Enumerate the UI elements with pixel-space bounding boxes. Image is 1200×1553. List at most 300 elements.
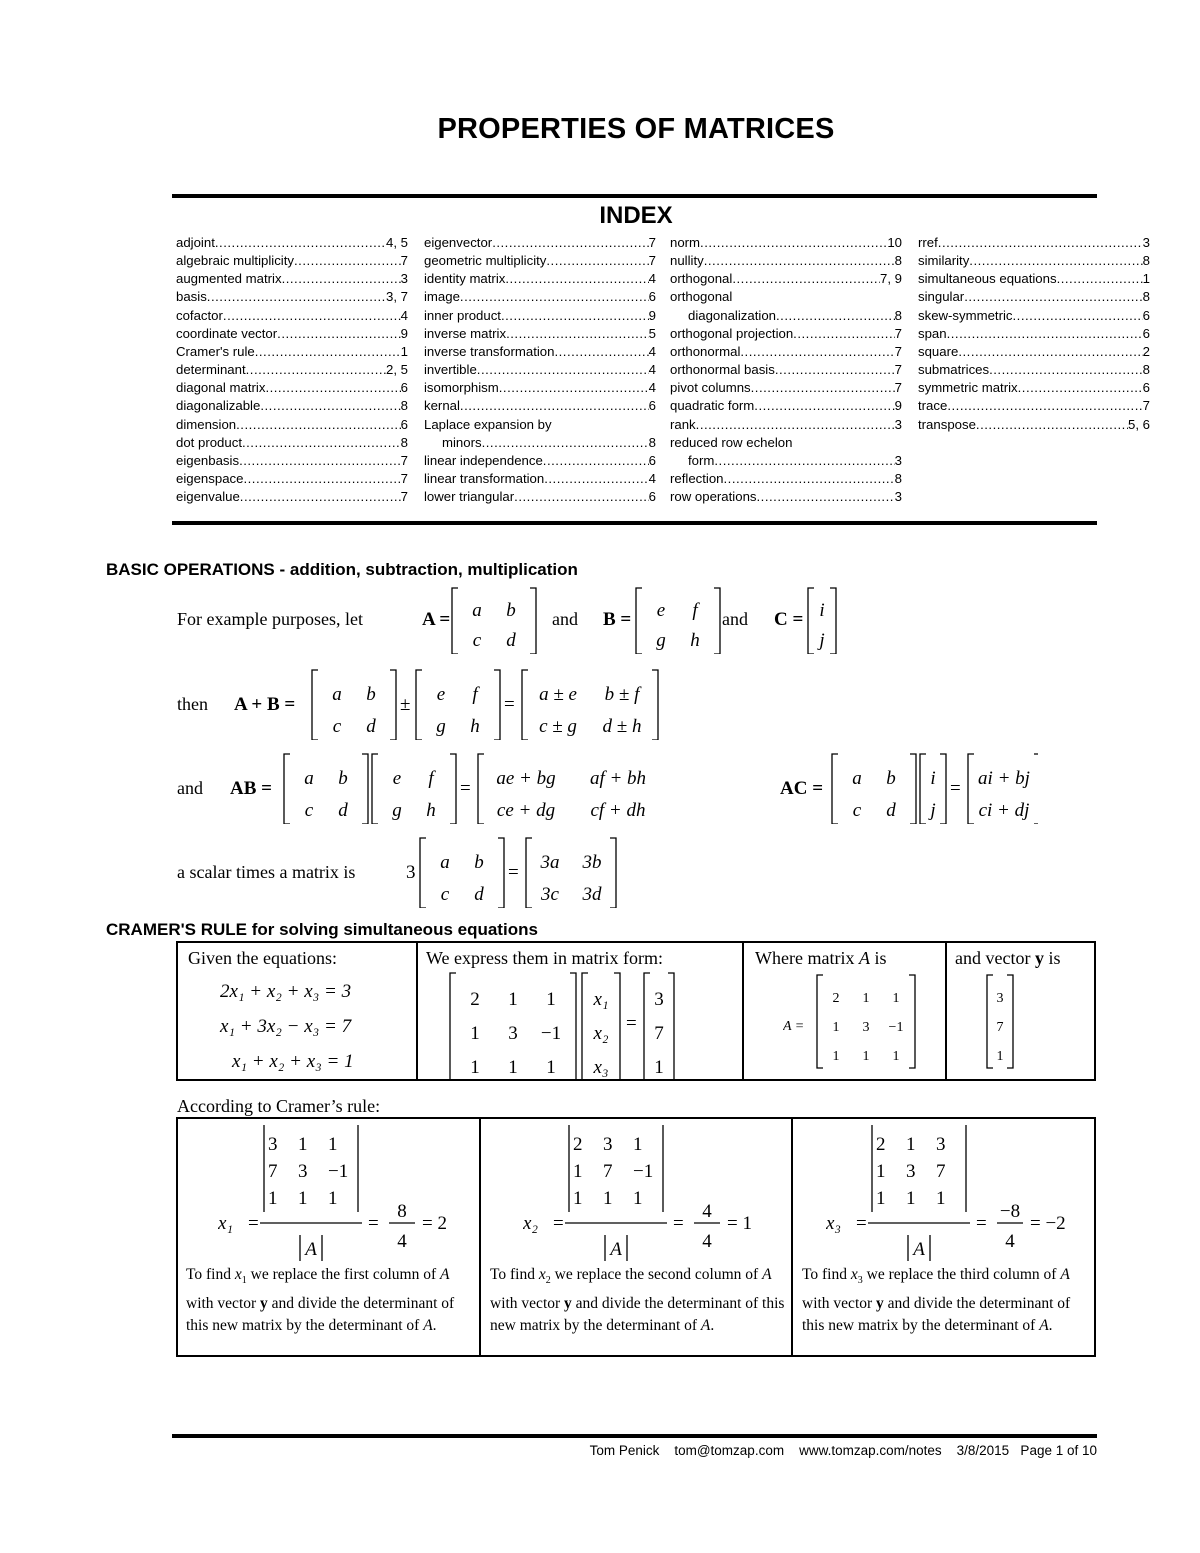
- matrix-entry: 1: [573, 1161, 583, 1182]
- numerator: 4: [702, 1201, 712, 1222]
- math-text: C =: [774, 609, 804, 630]
- math-text: =: [856, 1213, 867, 1234]
- matrix-entry: 3: [862, 1020, 870, 1035]
- index-term: determinant: [176, 362, 246, 378]
- matrix-entry: d: [338, 800, 348, 821]
- matrix-entry: 1: [298, 1134, 308, 1155]
- index-entry: [424, 288, 656, 306]
- given-label: Given the equations:: [188, 948, 337, 968]
- matrix-entry: 1: [268, 1188, 278, 1209]
- cramer-setup-table: [176, 941, 1096, 1081]
- matrix-entry: 7: [654, 1023, 664, 1044]
- matrix-entry: d: [474, 884, 484, 905]
- index-term: reflection: [670, 471, 724, 487]
- index-term: reduced row echelon: [670, 434, 793, 450]
- matrix-entry: af + bh: [589, 768, 647, 789]
- index-page: 9: [648, 307, 656, 323]
- then-text: then: [177, 694, 208, 714]
- matrix-entry: 1: [298, 1188, 308, 1209]
- matrix-entry: c: [440, 884, 450, 905]
- index-column-2: [424, 234, 656, 506]
- index-entry: [424, 488, 656, 506]
- page-title: PROPERTIES OF MATRICES: [437, 113, 835, 145]
- matrix-entry: a: [852, 768, 862, 789]
- matrix-entry: 1: [508, 989, 518, 1010]
- index-page: 8: [400, 434, 408, 450]
- matrix-entry: x₂: [593, 1023, 609, 1044]
- caption-x2: To find $x_2$ we replace the second column of A with vector y and divide the determinant of this new matrix by the determinant of A.: [490, 1266, 785, 1335]
- index-term: isomorphism: [424, 380, 499, 396]
- index-column-3: [670, 234, 902, 506]
- math-text: A =: [783, 1019, 805, 1034]
- according-text: According to Cramer’s rule:: [177, 1096, 381, 1116]
- matrix-entry: d: [366, 716, 376, 737]
- index-entry: [670, 270, 902, 288]
- matrix-entry: b: [506, 600, 516, 621]
- index-page: 7: [400, 253, 408, 269]
- det-a: A: [913, 1239, 925, 1260]
- index-entry: [670, 234, 902, 252]
- math-text: 3: [406, 862, 416, 883]
- index-entry: [176, 270, 408, 288]
- index-term: submatrices: [918, 362, 990, 378]
- index-entry: [176, 416, 408, 434]
- matrix-entry: 3: [906, 1161, 916, 1182]
- index-entry: [424, 361, 656, 379]
- index-term: algebraic multiplicity: [176, 253, 294, 269]
- basic-operations-heading: BASIC OPERATIONS - addition, subtraction, multiplication: [106, 560, 578, 579]
- index-term: span: [918, 325, 947, 341]
- index-page: 9: [894, 398, 902, 414]
- vector-label: and vector y is: [955, 948, 1061, 968]
- index-term: similarity: [918, 253, 970, 269]
- index-term: invertible: [424, 362, 477, 378]
- matrix-entry: a: [440, 852, 450, 873]
- math-text: =: [248, 1213, 259, 1234]
- index-term: pivot columns: [670, 380, 751, 396]
- index-page: 6: [400, 380, 408, 396]
- and-text: and: [177, 778, 203, 798]
- index-entry: [670, 361, 902, 379]
- matrix-bracket: [312, 670, 396, 740]
- matrix-entry: x₃: [593, 1057, 609, 1078]
- matrix-entry: a ± e: [539, 684, 577, 705]
- matrix-entry: g: [392, 800, 402, 821]
- index-term: transpose: [918, 416, 976, 432]
- index-entry: [424, 270, 656, 288]
- matrix-entry: 3: [603, 1134, 613, 1155]
- solution-x3: [826, 1123, 1086, 1269]
- denominator: 4: [702, 1231, 712, 1252]
- matrix-entry: e: [656, 600, 666, 621]
- matrix-entry: h: [690, 630, 700, 651]
- index-entry: [670, 416, 902, 434]
- index-entry: [424, 379, 656, 397]
- matrix-entry: 2: [470, 989, 480, 1010]
- footer-rule: [172, 1434, 1097, 1438]
- equation: 2x₁ + x₂ + x₃ = 3: [220, 981, 352, 1002]
- index-page: 4, 5: [386, 235, 408, 250]
- index-term: inner product: [424, 307, 501, 323]
- solution-result: = 2: [422, 1213, 447, 1234]
- equation: x₁ + x₂ + x₃ = 1: [232, 1051, 354, 1072]
- index-page: 7: [894, 362, 902, 378]
- caption-x1: To find $x_1$ we replace the first column of A with vector y and divide the determinant of this new matrix by the determinant of A.: [186, 1266, 455, 1335]
- matrix-entry: c: [852, 800, 862, 821]
- matrix-entry: 1: [996, 1049, 1004, 1064]
- matrix-entry: 1: [633, 1134, 643, 1155]
- matrix-entry: 1: [546, 1057, 556, 1078]
- index-entry: [670, 452, 902, 470]
- index-page: 8: [1142, 362, 1150, 378]
- index-page: 5, 6: [1128, 416, 1150, 432]
- matrix-bracket: [284, 754, 368, 824]
- matrix-entry: 1: [328, 1134, 338, 1155]
- matrix-entry: 7: [936, 1161, 946, 1182]
- index-page: 7: [894, 343, 902, 359]
- denominator: 4: [397, 1231, 407, 1252]
- matrix-entry: −1: [633, 1161, 654, 1182]
- matrix-entry: 3a: [540, 852, 560, 873]
- solution-x1: [218, 1123, 478, 1269]
- matrix-a-display: [783, 967, 943, 1079]
- index-term: eigenvalue: [176, 489, 240, 505]
- index-entry: [424, 252, 656, 270]
- math-text: A + B =: [234, 694, 296, 715]
- index-term: rank: [670, 416, 696, 432]
- index-page: 4: [400, 307, 408, 323]
- matrix-entry: 1: [470, 1057, 480, 1078]
- matrix-entry: 3b: [582, 852, 602, 873]
- equations-system: [198, 971, 413, 1079]
- index-column-4: [918, 234, 1150, 434]
- matrix-entry: b: [366, 684, 376, 705]
- index-page: 8: [894, 253, 902, 269]
- index-entry: [670, 252, 902, 270]
- math-text: =: [553, 1213, 564, 1234]
- index-page: 1: [400, 343, 408, 359]
- index-term: symmetric matrix: [918, 380, 1018, 396]
- index-entry: [918, 288, 1150, 306]
- scalar-equation: [398, 834, 618, 908]
- matrix-entry: 3d: [582, 884, 602, 905]
- top-rule: [172, 194, 1097, 198]
- matrix-entry: 3: [996, 991, 1004, 1006]
- index-entry: [176, 452, 408, 470]
- index-term: inverse matrix: [424, 325, 507, 341]
- index-entry: [424, 470, 656, 488]
- index-entry: [176, 379, 408, 397]
- index-entry: [670, 325, 902, 343]
- index-bottom-rule: [172, 521, 1097, 525]
- index-entry: [670, 288, 902, 306]
- matrix-entry: h: [470, 716, 480, 737]
- matrix-entry: 1: [892, 991, 900, 1006]
- math-text: =: [460, 778, 471, 799]
- matrix-entry: a: [332, 684, 342, 705]
- index-page: 7: [894, 325, 902, 341]
- index-term: diagonalizable: [176, 398, 261, 414]
- index-page: 7: [400, 452, 408, 468]
- index-entry: [918, 416, 1150, 434]
- index-page: 6: [1142, 307, 1150, 323]
- index-entry: [424, 343, 656, 361]
- index-page: 7: [894, 380, 902, 396]
- math-text: A =: [422, 609, 451, 630]
- index-page: 7: [400, 471, 408, 487]
- index-page: 8: [1142, 253, 1150, 269]
- index-entry: [670, 434, 902, 452]
- matrix-entry: 1: [832, 1020, 840, 1035]
- index-term: linear independence: [424, 452, 543, 468]
- matrix-entry: f: [692, 600, 698, 621]
- solution-variable: x₂: [523, 1213, 539, 1234]
- index-page: 6: [1142, 380, 1150, 396]
- matrix-bracket: [526, 838, 616, 908]
- matrix-entry: i: [930, 768, 936, 789]
- index-term: nullity: [670, 253, 704, 269]
- index-page: 4: [648, 471, 656, 487]
- definitions-row: [410, 582, 860, 654]
- index-entry: [424, 234, 656, 252]
- index-entry: [670, 307, 902, 325]
- matrix-entry: j: [930, 800, 936, 821]
- matrix-entry: 2: [832, 991, 840, 1006]
- matrix-form-equation: [448, 971, 738, 1079]
- index-page: 3: [894, 489, 902, 505]
- index-entry: [918, 252, 1150, 270]
- index-term: lower triangular: [424, 489, 515, 505]
- index-term: singular: [918, 289, 965, 305]
- matrix-entry: 3: [654, 989, 664, 1010]
- index-page: 9: [400, 325, 408, 341]
- matrix-entry: d: [886, 800, 896, 821]
- index-entry: [424, 452, 656, 470]
- index-term: orthogonal: [670, 289, 733, 305]
- math-text: B =: [603, 609, 632, 630]
- matrix-bracket: [636, 588, 720, 654]
- index-page: 7, 9: [880, 271, 902, 287]
- index-term: eigenbasis: [176, 452, 240, 468]
- for-example-text: For example purposes, let: [177, 609, 363, 629]
- matrix-entry: b: [474, 852, 484, 873]
- matrix-entry: 1: [546, 989, 556, 1010]
- index-page: 3: [1142, 235, 1150, 250]
- index-page: 3: [400, 271, 408, 287]
- index-term: square: [918, 343, 959, 359]
- index-page: 8: [1142, 289, 1150, 305]
- index-page: 6: [1142, 325, 1150, 341]
- matrix-entry: 3: [936, 1134, 946, 1155]
- scalar-text: a scalar times a matrix is: [177, 862, 356, 882]
- index-entry: [670, 379, 902, 397]
- index-page: 6: [648, 289, 656, 305]
- index-term: minors: [442, 434, 482, 450]
- index-entry: [176, 252, 408, 270]
- footer: Tom Penick tom@tomzap.com www.tomzap.com/notes 3/8/2015 Page 1 of 10: [589, 1443, 1097, 1458]
- index-term: linear transformation: [424, 471, 545, 487]
- math-text: ±: [400, 694, 411, 715]
- matrix-entry: b: [338, 768, 348, 789]
- index-page: 6: [648, 452, 656, 468]
- math-text: AC =: [780, 778, 824, 799]
- matrix-entry: ce + dg: [496, 800, 556, 821]
- matrix-entry: 1: [832, 1049, 840, 1064]
- math-text: =: [368, 1213, 379, 1234]
- index-term: rref: [918, 235, 938, 250]
- index-term: orthonormal: [670, 343, 741, 359]
- index-page: 8: [894, 307, 902, 323]
- math-text: =: [626, 1013, 637, 1034]
- matrix-entry: a: [472, 600, 482, 621]
- index-entry: [918, 379, 1150, 397]
- matrix-entry: 1: [603, 1188, 613, 1209]
- matrix-entry: 1: [906, 1134, 916, 1155]
- index-entry: [424, 307, 656, 325]
- matrix-entry: c: [472, 630, 482, 651]
- product-ac-equation: [778, 750, 1038, 824]
- index-page: 4: [648, 362, 656, 378]
- matrix-entry: d ± h: [602, 716, 642, 737]
- matrix-entry: b ± f: [604, 684, 640, 705]
- matrix-entry: f: [472, 684, 478, 705]
- matrix-entry: 2: [573, 1134, 583, 1155]
- caption-x3: To find $x_3$ we replace the third column of A with vector y and divide the determinant of this new matrix by the determinant of A.: [802, 1266, 1071, 1335]
- matrix-entry: −1: [328, 1161, 349, 1182]
- matrix-entry: 1: [508, 1057, 518, 1078]
- index-entry: [670, 470, 902, 488]
- matrix-entry: ae + bg: [496, 768, 556, 789]
- solution-variable: x₃: [826, 1213, 842, 1234]
- matrix-entry: c: [332, 716, 342, 737]
- matrix-entry: 3: [298, 1161, 308, 1182]
- math-text: =: [976, 1213, 987, 1234]
- index-entry: [424, 325, 656, 343]
- numerator: 8: [397, 1201, 407, 1222]
- index-term: orthogonal projection: [670, 325, 794, 341]
- matrix-entry: 1: [470, 1023, 480, 1044]
- matrix-entry: 1: [862, 991, 870, 1006]
- solution-variable: x₁: [218, 1213, 234, 1234]
- index-term: dot product: [176, 434, 242, 450]
- math-text: =: [508, 862, 519, 883]
- equation: x₁ + 3x₂ − x₃ = 7: [220, 1016, 352, 1037]
- index-term: basis: [176, 289, 207, 305]
- matrix-entry: 3c: [541, 884, 559, 905]
- index-entry: [670, 343, 902, 361]
- index-page: 3: [894, 416, 902, 432]
- index-page: 7: [648, 253, 656, 269]
- index-entry: [918, 361, 1150, 379]
- index-term: dimension: [176, 416, 237, 432]
- index-entry: [176, 397, 408, 415]
- index-entry: [918, 270, 1150, 288]
- det-a: A: [610, 1239, 622, 1260]
- matrix-entry: −1: [540, 1023, 562, 1044]
- index-entry: [918, 234, 1150, 252]
- index-page: 6: [400, 416, 408, 432]
- index-term: inverse transformation: [424, 343, 555, 359]
- matrix-entry: c ± g: [539, 716, 577, 737]
- matrix-entry: b: [886, 768, 896, 789]
- denominator: 4: [1005, 1231, 1015, 1252]
- matrix-entry: ai + bj: [978, 768, 1030, 789]
- index-page: 4: [648, 343, 656, 359]
- matrix-bracket: [832, 754, 916, 824]
- matrix-entry: ci + dj: [978, 800, 1030, 821]
- matrix-entry: 1: [906, 1188, 916, 1209]
- matrix-entry: f: [428, 768, 434, 789]
- math-text: =: [673, 1213, 684, 1234]
- math-text: =: [950, 778, 961, 799]
- index-term: trace: [918, 398, 948, 414]
- matrix-entry: 3: [508, 1023, 518, 1044]
- index-page: 3, 7: [386, 289, 408, 305]
- matrix-entry: j: [819, 630, 825, 651]
- matrix-entry: 3: [268, 1134, 278, 1155]
- index-page: 3: [894, 452, 902, 468]
- matrix-entry: 1: [892, 1049, 900, 1064]
- matrix-entry: 1: [633, 1188, 643, 1209]
- index-entry: [424, 416, 656, 434]
- index-term: eigenvector: [424, 235, 493, 250]
- index-column-1: [176, 234, 408, 506]
- index-entry: [670, 488, 902, 506]
- index-term: cofactor: [176, 307, 223, 323]
- index-term: orthonormal basis: [670, 362, 775, 378]
- matrix-entry: 1: [936, 1188, 946, 1209]
- vector-y-display: [983, 967, 1043, 1079]
- index-page: 7: [400, 489, 408, 505]
- matrix-bracket: [372, 754, 456, 824]
- index-entry: [670, 397, 902, 415]
- index-page: 6: [648, 489, 656, 505]
- index-page: 6: [648, 398, 656, 414]
- index-entry: [176, 307, 408, 325]
- index-entry: [918, 325, 1150, 343]
- index-entry: [918, 307, 1150, 325]
- index-entry: [176, 325, 408, 343]
- index-term: diagonalization: [688, 307, 776, 323]
- index-page: 2: [1142, 343, 1150, 359]
- index-page: 7: [1142, 398, 1150, 414]
- matrix-entry: cf + dh: [590, 800, 646, 821]
- matrix-entry: −1: [888, 1020, 904, 1035]
- index-page: 4: [648, 271, 656, 287]
- matrix-entry: 1: [573, 1188, 583, 1209]
- index-term: adjoint: [176, 235, 215, 250]
- solution-result: = −2: [1030, 1213, 1066, 1234]
- index-term: form: [688, 452, 715, 468]
- index-page: 10: [887, 235, 902, 250]
- matrix-entry: h: [426, 800, 436, 821]
- cramer-solutions-table: [176, 1117, 1096, 1357]
- index-term: coordinate vector: [176, 325, 278, 341]
- index-entry: [176, 343, 408, 361]
- sum-equation: [230, 666, 670, 740]
- cramer-heading: CRAMER'S RULE for solving simultaneous equations: [106, 920, 538, 939]
- index-page: 2, 5: [386, 362, 408, 378]
- index-page: 8: [648, 434, 656, 450]
- matrix-bracket: [452, 588, 536, 654]
- index-entry: [176, 288, 408, 306]
- numerator: −8: [999, 1201, 1021, 1222]
- matrix-entry: 1: [876, 1161, 886, 1182]
- matrix-entry: 1: [862, 1049, 870, 1064]
- matrix-entry: i: [819, 600, 825, 621]
- matrix-entry: g: [656, 630, 666, 651]
- index-entry: [918, 343, 1150, 361]
